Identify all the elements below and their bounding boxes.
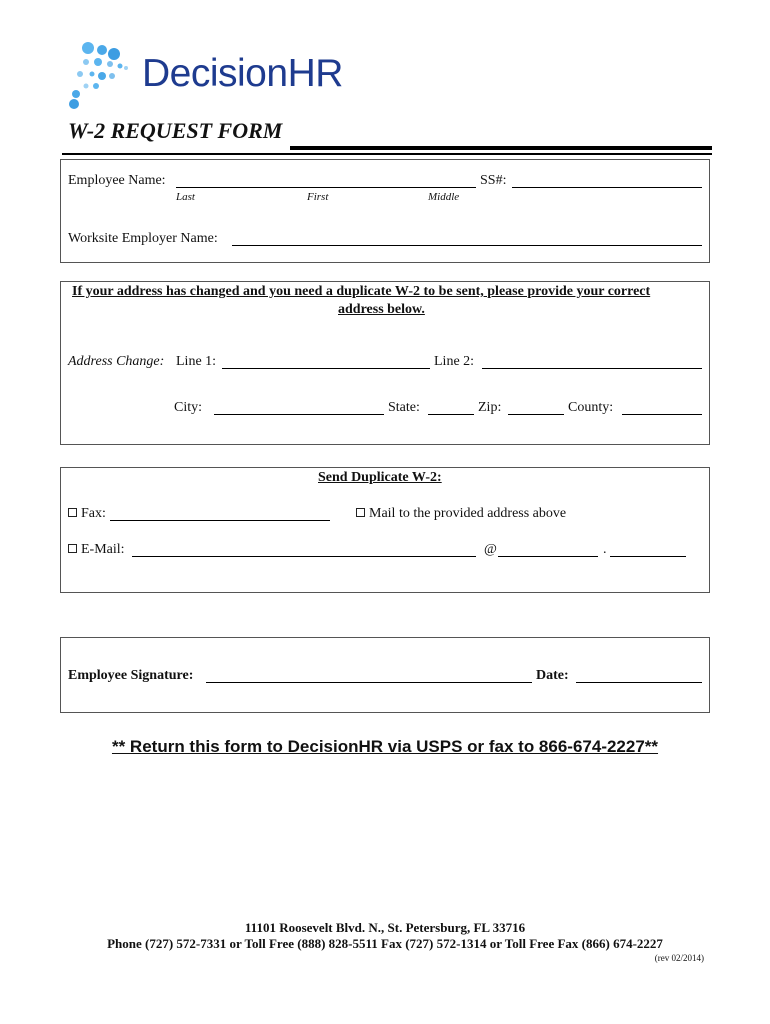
email-tld-field[interactable] — [610, 543, 686, 557]
footer-address: 11101 Roosevelt Blvd. N., St. Petersburg, FL 33716 — [244, 920, 526, 935]
county-field[interactable] — [622, 401, 702, 415]
revision-note: (rev 02/2014) — [654, 953, 704, 963]
employee-name-field[interactable] — [176, 174, 476, 188]
title-rule-thin — [62, 153, 712, 155]
address-notice-line2: address below. — [338, 302, 425, 317]
county-label: County: — [568, 400, 614, 415]
date-field[interactable] — [576, 669, 702, 683]
logo-text: DecisionHR — [142, 52, 343, 95]
fax-option[interactable] — [68, 506, 106, 522]
footer-phone: Phone (727) 572-7331 or Toll Free (888) 828-5511 Fax (727) 572-1314 or Toll Free Fax (866) 674-2227 — [107, 936, 663, 951]
logo-dots-icon — [66, 40, 140, 112]
fax-label: Fax: — [81, 506, 106, 521]
email-label: E-Mail: — [81, 542, 125, 557]
mail-label: Mail to the provided address above — [369, 506, 567, 521]
zip-label: Zip: — [478, 400, 502, 415]
worksite-employer-field[interactable] — [232, 232, 702, 246]
employee-name-label: Employee Name: — [68, 173, 166, 188]
email-domain-field[interactable] — [498, 543, 598, 557]
name-sublabel-first: First — [307, 191, 329, 203]
mail-checkbox[interactable] — [356, 508, 365, 517]
email-dot-symbol: . — [603, 542, 607, 557]
line1-label: Line 1: — [176, 354, 217, 369]
name-sublabel-middle: Middle — [428, 191, 460, 203]
signature-field[interactable] — [206, 669, 532, 683]
email-at-symbol: @ — [484, 542, 497, 557]
email-checkbox[interactable] — [68, 544, 77, 553]
zip-field[interactable] — [508, 401, 564, 415]
mail-option[interactable] — [356, 506, 566, 522]
address-notice: If your address has changed and you need a duplicate W-2 to be sent, please provide your correct — [72, 284, 651, 299]
email-user-field[interactable] — [132, 543, 476, 557]
state-field[interactable] — [428, 401, 474, 415]
fax-field[interactable] — [110, 507, 330, 521]
state-label: State: — [388, 400, 420, 415]
fax-checkbox[interactable] — [68, 508, 77, 517]
address-change-label: Address Change: — [68, 354, 165, 369]
email-option[interactable] — [68, 542, 125, 558]
date-label: Date: — [536, 668, 569, 683]
ss-field[interactable] — [512, 174, 702, 188]
line2-label: Line 2: — [434, 354, 475, 369]
line2-field[interactable] — [482, 355, 702, 369]
city-field[interactable] — [214, 401, 384, 415]
worksite-employer-label: Worksite Employer Name: — [68, 231, 218, 246]
city-label: City: — [174, 400, 203, 415]
send-duplicate-heading: Send Duplicate W-2: — [318, 470, 442, 485]
line1-field[interactable] — [222, 355, 430, 369]
signature-label: Employee Signature: — [68, 668, 194, 683]
title-rule-thick — [290, 146, 712, 150]
ss-label: SS#: — [480, 173, 507, 188]
return-instructions: ** Return this form to DecisionHR via USPS or fax to 866-674-2227** — [111, 737, 659, 756]
company-logo — [66, 40, 366, 112]
name-sublabel-last: Last — [176, 191, 195, 203]
form-title: W-2 REQUEST FORM — [68, 118, 283, 143]
